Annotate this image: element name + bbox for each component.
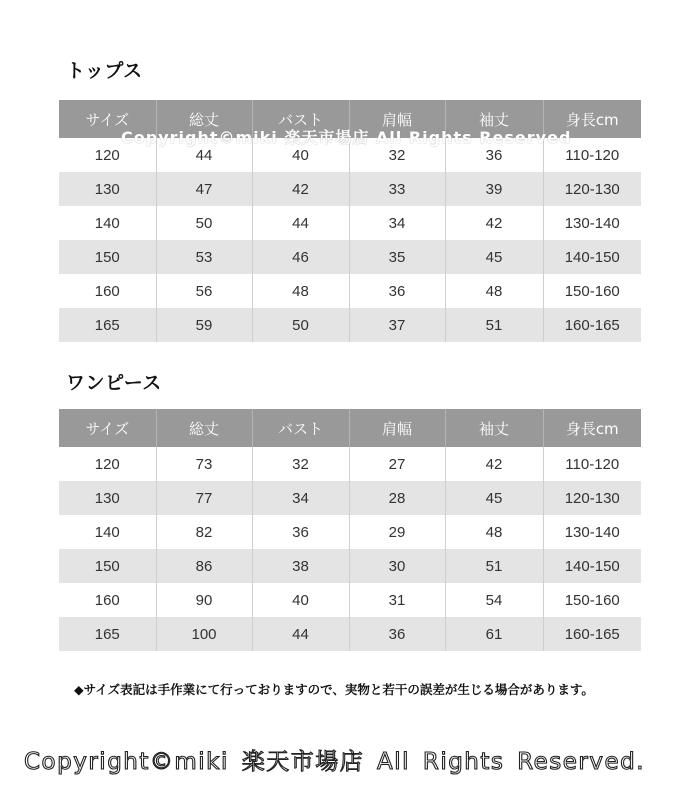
cell-size: 165: [59, 308, 156, 342]
cell-shoulder-width: 31: [349, 583, 445, 617]
cell-sleeve-length: 51: [445, 549, 543, 583]
onepiece-size-table: [59, 409, 641, 651]
cell-total-length: 53: [156, 240, 252, 274]
copyright-watermark-overlay: Copyright©miki 楽天市場店 All Rights Reserved: [121, 128, 572, 147]
cell-total-length: 56: [156, 274, 252, 308]
cell-shoulder-width: 28: [349, 481, 445, 515]
cell-size: 165: [59, 617, 156, 651]
cell-bust: 50: [252, 308, 349, 342]
cell-height: 150-160: [543, 274, 641, 308]
table-row: [59, 549, 641, 583]
cell-total-length: 90: [156, 583, 252, 617]
cell-bust: 44: [252, 206, 349, 240]
cell-bust: 36: [252, 515, 349, 549]
cell-height: 160-165: [543, 617, 641, 651]
cell-shoulder-width: 34: [349, 206, 445, 240]
cell-size: 150: [59, 240, 156, 274]
cell-total-length: 82: [156, 515, 252, 549]
cell-height: 130-140: [543, 206, 641, 240]
cell-bust: 38: [252, 549, 349, 583]
cell-sleeve-length: 48: [445, 274, 543, 308]
cell-shoulder-width: 33: [349, 172, 445, 206]
cell-bust: 42: [252, 172, 349, 206]
cell-size: 120: [59, 138, 156, 172]
header-sleeve-length: 袖丈: [445, 409, 543, 447]
cell-sleeve-length: 45: [445, 240, 543, 274]
cell-bust: 40: [252, 583, 349, 617]
cell-height: 160-165: [543, 308, 641, 342]
size-disclaimer-note: ◆サイズ表記は手作業にて行っておりますので、実物と若干の誤差が生じる場合があります。: [74, 682, 594, 697]
cell-sleeve-length: 45: [445, 481, 543, 515]
cell-size: 160: [59, 274, 156, 308]
table-row: [59, 583, 641, 617]
cell-size: 140: [59, 515, 156, 549]
table-row: [59, 617, 641, 651]
copyright-watermark-bottom: Copyright©miki 楽天市場店 All Rights Reserved.: [24, 749, 646, 775]
table-row: [59, 206, 641, 240]
cell-height: 110-120: [543, 447, 641, 481]
header-shoulder-width: 肩幅: [349, 100, 445, 138]
header-height: 身長cm: [543, 100, 641, 138]
cell-shoulder-width: 37: [349, 308, 445, 342]
cell-size: 130: [59, 481, 156, 515]
cell-shoulder-width: 35: [349, 240, 445, 274]
cell-shoulder-width: 36: [349, 274, 445, 308]
cell-height: 150-160: [543, 583, 641, 617]
table-row: [59, 274, 641, 308]
cell-bust: 32: [252, 447, 349, 481]
table-row: [59, 172, 641, 206]
tops-section-title: トップス: [66, 60, 143, 82]
cell-bust: 34: [252, 481, 349, 515]
cell-sleeve-length: 54: [445, 583, 543, 617]
table-row: [59, 515, 641, 549]
cell-total-length: 44: [156, 138, 252, 172]
cell-total-length: 47: [156, 172, 252, 206]
cell-height: 130-140: [543, 515, 641, 549]
table-row: [59, 308, 641, 342]
cell-bust: 48: [252, 274, 349, 308]
cell-shoulder-width: 29: [349, 515, 445, 549]
cell-sleeve-length: 36: [445, 138, 543, 172]
cell-size: 130: [59, 172, 156, 206]
cell-sleeve-length: 51: [445, 308, 543, 342]
cell-shoulder-width: 36: [349, 617, 445, 651]
cell-height: 140-150: [543, 240, 641, 274]
onepiece-section-title: ワンピース: [66, 372, 162, 394]
onepiece-table-body: [59, 447, 641, 651]
header-total-length: 総丈: [156, 100, 252, 138]
cell-shoulder-width: 32: [349, 138, 445, 172]
table-row: [59, 240, 641, 274]
tops-table-body: [59, 138, 641, 342]
cell-total-length: 77: [156, 481, 252, 515]
cell-bust: 40: [252, 138, 349, 172]
header-total-length: 総丈: [156, 409, 252, 447]
cell-shoulder-width: 30: [349, 549, 445, 583]
cell-total-length: 86: [156, 549, 252, 583]
cell-total-length: 50: [156, 206, 252, 240]
cell-size: 140: [59, 206, 156, 240]
cell-sleeve-length: 42: [445, 447, 543, 481]
cell-sleeve-length: 61: [445, 617, 543, 651]
cell-sleeve-length: 48: [445, 515, 543, 549]
table-row: [59, 447, 641, 481]
header-size: サイズ: [59, 409, 156, 447]
cell-sleeve-length: 39: [445, 172, 543, 206]
header-sleeve-length: 袖丈: [445, 100, 543, 138]
cell-bust: 44: [252, 617, 349, 651]
cell-height: 110-120: [543, 138, 641, 172]
cell-size: 160: [59, 583, 156, 617]
header-bust: バスト: [252, 409, 349, 447]
cell-shoulder-width: 27: [349, 447, 445, 481]
cell-sleeve-length: 42: [445, 206, 543, 240]
cell-bust: 46: [252, 240, 349, 274]
cell-size: 120: [59, 447, 156, 481]
table-header-row: [59, 409, 641, 447]
cell-total-length: 100: [156, 617, 252, 651]
header-size: サイズ: [59, 100, 156, 138]
cell-total-length: 59: [156, 308, 252, 342]
cell-height: 140-150: [543, 549, 641, 583]
cell-total-length: 73: [156, 447, 252, 481]
cell-height: 120-130: [543, 172, 641, 206]
header-shoulder-width: 肩幅: [349, 409, 445, 447]
table-row: [59, 481, 641, 515]
cell-height: 120-130: [543, 481, 641, 515]
header-height: 身長cm: [543, 409, 641, 447]
cell-size: 150: [59, 549, 156, 583]
header-bust: バスト: [252, 100, 349, 138]
